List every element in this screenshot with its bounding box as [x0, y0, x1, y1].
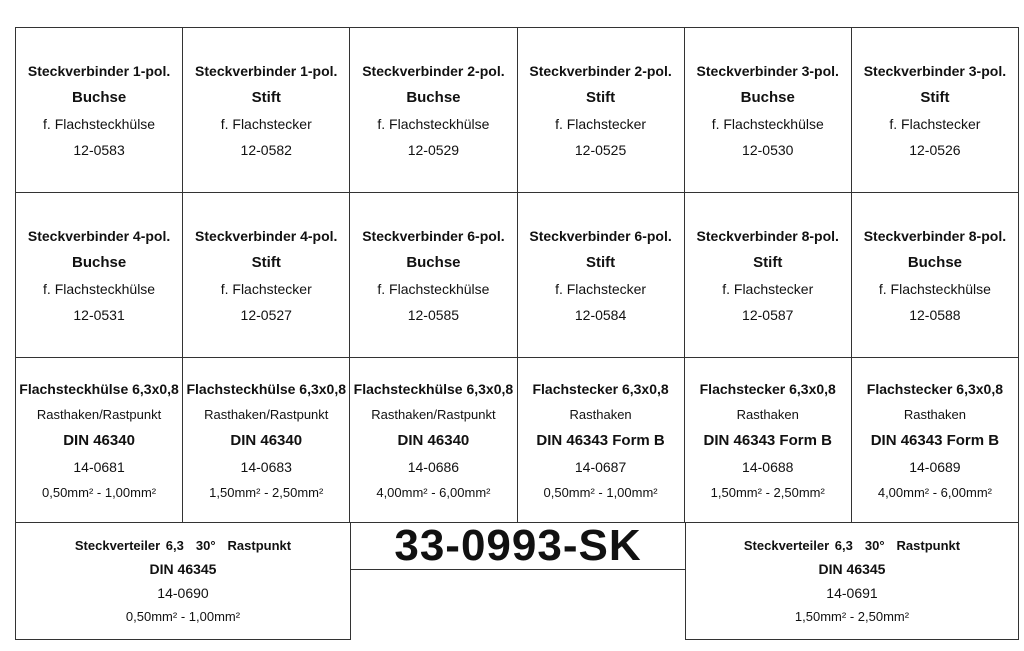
cell-description: f. Flachstecker	[889, 115, 981, 132]
cell-article-number: 14-0690	[157, 585, 209, 601]
compartment-cell	[183, 193, 350, 358]
compartment-cell	[16, 28, 183, 193]
compartment-cell	[852, 358, 1019, 523]
compartment-cell	[183, 358, 350, 523]
cell-description: f. Flachstecker	[555, 280, 647, 297]
cell-subtitle: Rasthaken	[903, 406, 966, 422]
cell-type: Buchse	[907, 253, 962, 271]
cell-type: Buchse	[406, 253, 461, 271]
assortment-code-box	[350, 522, 686, 570]
cell-description: f. Flachsteckhülse	[377, 280, 490, 297]
cell-type: Stift	[585, 253, 616, 271]
cell-wire-size: 0,50mm² - 1,00mm²	[543, 484, 658, 500]
cell-type: Buchse	[406, 88, 461, 106]
cell-article-number: 14-0683	[240, 458, 292, 475]
cell-title: Flachstecker 6,3x0,8	[532, 380, 669, 397]
cell-subtitle: Rasthaken	[569, 406, 632, 422]
cell-description: f. Flachstecker	[722, 280, 814, 297]
cell-subtitle: Rasthaken/Rastpunkt	[204, 406, 329, 422]
cell-article-number: 12-0583	[73, 141, 125, 158]
cell-title: Steckverbinder 2-pol.	[362, 62, 505, 79]
cell-din-standard: DIN 46345	[818, 561, 886, 577]
cell-article-number: 14-0691	[826, 585, 878, 601]
cell-din-standard: DIN 46343 Form B	[870, 431, 1000, 449]
cell-description: f. Flachstecker	[220, 280, 312, 297]
compartment-cell	[685, 28, 852, 193]
cell-title: Flachsteckhülse 6,3x0,8	[19, 380, 179, 397]
cell-article-number: 12-0582	[240, 141, 292, 158]
cell-type: Stift	[251, 253, 281, 271]
cell-title-part: Rastpunkt	[227, 538, 292, 553]
cell-article-number: 14-0681	[73, 458, 125, 475]
cell-din-standard: DIN 46340	[397, 431, 470, 449]
cell-title-part: Steckverteiler 6,3	[743, 538, 853, 553]
cell-description: f. Flachsteckhülse	[711, 115, 824, 132]
cell-article-number: 12-0531	[73, 306, 125, 323]
compartment-cell	[518, 193, 685, 358]
cell-title: Steckverbinder 3-pol.	[696, 62, 839, 79]
cell-wire-size: 1,50mm² - 2,50mm²	[710, 484, 825, 500]
compartment-grid	[15, 27, 1019, 523]
cell-title: Flachstecker 6,3x0,8	[699, 380, 836, 397]
cell-title-angle: 30°	[195, 538, 216, 553]
compartment-cell	[350, 358, 517, 523]
compartment-cell	[852, 28, 1019, 193]
cell-wire-size: 4,00mm² - 6,00mm²	[877, 484, 992, 500]
cell-description: f. Flachstecker	[555, 115, 647, 132]
cell-description: f. Flachsteckhülse	[43, 280, 156, 297]
cell-wire-size: 1,50mm² - 2,50mm²	[209, 484, 324, 500]
cell-din-standard: DIN 46340	[63, 431, 135, 449]
cell-title: Steckverbinder 6-pol.	[362, 227, 505, 244]
cell-title: Steckverbinder 2-pol.	[529, 62, 672, 79]
cell-title-angle: 30°	[864, 538, 885, 553]
compartment-cell	[16, 193, 183, 358]
cell-title	[75, 539, 291, 552]
compartment-cell-large-left	[15, 522, 351, 640]
cell-wire-size: 4,00mm² - 6,00mm²	[376, 484, 491, 500]
compartment-cell	[685, 358, 852, 523]
cell-article-number: 14-0689	[909, 458, 961, 475]
cell-title: Flachsteckhülse 6,3x0,8	[186, 380, 347, 397]
cell-title-part: Steckverteiler 6,3	[74, 538, 184, 553]
cell-description: f. Flachsteckhülse	[878, 280, 991, 297]
cell-din-standard: DIN 46343 Form B	[536, 431, 665, 449]
compartment-cell	[350, 28, 517, 193]
compartment-cell	[518, 358, 685, 523]
cell-article-number: 12-0588	[909, 306, 961, 323]
cell-article-number: 12-0584	[574, 306, 627, 323]
cell-din-standard: DIN 46345	[149, 561, 217, 577]
cell-description: f. Flachsteckhülse	[43, 115, 156, 132]
compartment-cell	[350, 193, 517, 358]
cell-article-number: 14-0687	[574, 458, 627, 475]
compartment-cell	[852, 193, 1019, 358]
cell-title: Steckverbinder 8-pol.	[696, 227, 839, 244]
label-sheet	[15, 27, 1019, 640]
cell-type: Buchse	[71, 253, 127, 271]
cell-title-part: Rastpunkt	[896, 538, 961, 553]
cell-din-standard: DIN 46340	[230, 431, 303, 449]
cell-wire-size: 0,50mm² - 1,00mm²	[125, 609, 241, 624]
cell-article-number: 12-0587	[742, 306, 794, 323]
cell-type: Stift	[753, 253, 783, 271]
cell-article-number: 12-0529	[407, 141, 460, 158]
cell-description: f. Flachstecker	[220, 115, 312, 132]
cell-wire-size: 0,50mm² - 1,00mm²	[42, 484, 157, 500]
cell-article-number: 12-0526	[909, 141, 961, 158]
compartment-cell	[518, 28, 685, 193]
cell-article-number: 12-0530	[742, 141, 794, 158]
compartment-cell-large-right	[685, 522, 1019, 640]
cell-title: Flachstecker 6,3x0,8	[866, 380, 1004, 397]
cell-title	[744, 539, 960, 552]
cell-title: Steckverbinder 4-pol.	[195, 227, 338, 244]
cell-article-number: 12-0525	[574, 141, 627, 158]
cell-subtitle: Rasthaken/Rastpunkt	[36, 406, 162, 422]
assortment-code: 33-0993-SK	[394, 520, 642, 570]
cell-title: Flachsteckhülse 6,3x0,8	[353, 380, 514, 397]
compartment-cell	[183, 28, 350, 193]
cell-type: Stift	[251, 88, 281, 106]
cell-wire-size: 1,50mm² - 2,50mm²	[794, 609, 910, 624]
cell-title: Steckverbinder 1-pol.	[27, 62, 171, 79]
cell-title: Steckverbinder 6-pol.	[529, 227, 672, 244]
cell-article-number: 12-0585	[407, 306, 460, 323]
cell-type: Buchse	[71, 88, 127, 106]
cell-article-number: 12-0527	[240, 306, 292, 323]
cell-title: Steckverbinder 3-pol.	[863, 62, 1007, 79]
cell-type: Stift	[920, 88, 950, 106]
compartment-cell	[16, 358, 183, 523]
cell-subtitle: Rasthaken/Rastpunkt	[371, 406, 496, 422]
cell-article-number: 14-0688	[742, 458, 794, 475]
cell-title: Steckverbinder 4-pol.	[27, 227, 171, 244]
compartment-cell	[685, 193, 852, 358]
cell-title: Steckverbinder 8-pol.	[863, 227, 1007, 244]
cell-type: Buchse	[740, 88, 795, 106]
cell-article-number: 14-0686	[407, 458, 460, 475]
cell-description: f. Flachsteckhülse	[377, 115, 490, 132]
cell-subtitle: Rasthaken	[736, 406, 799, 422]
cell-title: Steckverbinder 1-pol.	[195, 62, 338, 79]
cell-din-standard: DIN 46343 Form B	[703, 431, 832, 449]
cell-type: Stift	[585, 88, 616, 106]
